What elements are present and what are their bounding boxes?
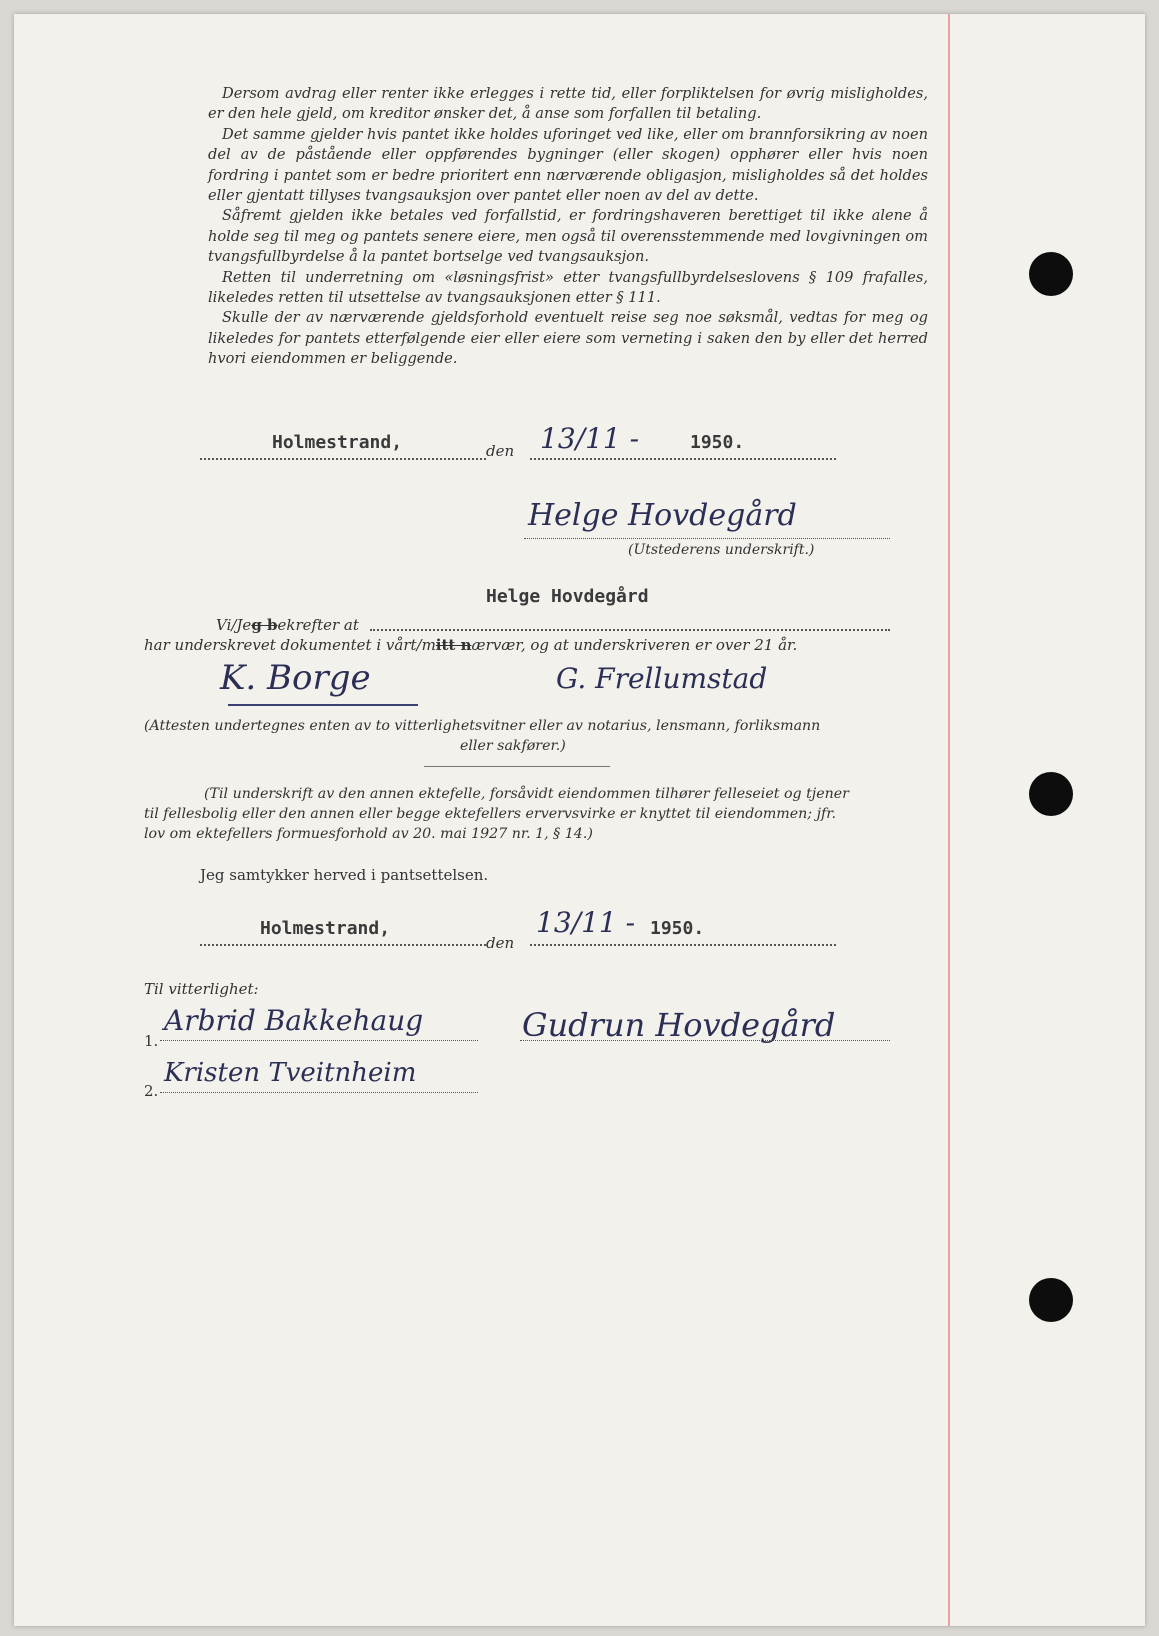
attest-line-1-suffix: ekrefter at bbox=[277, 616, 359, 634]
terms-paragraph: Det samme gjelder hvis pantet ikke holdes uforinget ved like, eller om brannforsikring av noen del av de påstående eller oppførendes bygninger (eller skogen) opphører eller hvis noen fordring i pantet som er bedre prioritert enn nærværende obligasjon, misligholdes så det holdes eller gjentatt tillyses tvangsauksjon over pantet eller noen av del av dette. bbox=[208, 125, 928, 205]
terms-paragraph: Såfremt gjelden ikke betales ved forfallstid, er fordringshaveren berettiget til ikke alene å holde seg til meg og pantets senere eiere, men også til overensstemmende med lovgivningen om tvangsfullbyrdelse å la pantet bortselge ved tvangsauksjon. bbox=[208, 207, 928, 266]
vitne-signature-2: Kristen Tveitnheim bbox=[164, 1058, 417, 1088]
spouse-note-3: lov om ektefellers formuesforhold av 20. mai 1927 nr. 1, § 14.) bbox=[144, 826, 593, 842]
punch-hole bbox=[1029, 252, 1073, 296]
margin-rule bbox=[948, 14, 950, 1626]
witness-number-1: 1. bbox=[144, 1032, 159, 1050]
document-page bbox=[14, 14, 1145, 1626]
spouse-note-2: til fellesbolig eller den annen eller begge ektefellers ervervsvirke er knyttet til eiendommen; jfr. bbox=[144, 806, 836, 822]
place-line bbox=[200, 944, 486, 946]
date-line bbox=[530, 944, 836, 946]
attest-note-2: eller sakfører.) bbox=[460, 738, 566, 754]
den-label: den bbox=[486, 934, 515, 952]
witness-line-1 bbox=[160, 1040, 478, 1041]
spouse-signature: Gudrun Hovdegård bbox=[522, 1006, 836, 1044]
den-label: den bbox=[486, 442, 515, 460]
punch-hole bbox=[1029, 1278, 1073, 1322]
terms-paragraph: Skulle der av nærværende gjeldsforhold eventuelt reise seg noe søksmål, vedtas for meg og likeledes for pantets etterfølgende eier eller eiere som verneting i saken den by eller det herred hvori eiendommen er beliggende. bbox=[208, 309, 928, 368]
attest-line-1-prefix: Vi/Je bbox=[216, 616, 252, 634]
struck-text: g b bbox=[251, 616, 278, 634]
section-divider bbox=[424, 766, 610, 767]
signature-caption: (Utstederens underskrift.) bbox=[628, 542, 815, 558]
witness-label: Til vitterlighet: bbox=[144, 980, 259, 998]
attest-note-1: (Attesten undertegnes enten av to vitterlighetsvitner eller av notarius, lensmann, forliksmann bbox=[144, 718, 821, 734]
vitne-signature-1: Arbrid Bakkehaug bbox=[164, 1004, 424, 1037]
attest-line-2-suffix: ærvær, og at underskriveren er over 21 år. bbox=[471, 636, 798, 654]
signature-line bbox=[524, 538, 890, 539]
date-line bbox=[530, 458, 836, 460]
attest-line-1 bbox=[216, 616, 359, 634]
witness-line-2 bbox=[160, 1092, 478, 1093]
issue-year: 1950. bbox=[690, 432, 745, 453]
consent-statement: Jeg samtykker herved i pantsettelsen. bbox=[200, 866, 489, 884]
terms-paragraph: Dersom avdrag eller renter ikke erlegges i rette tid, eller forpliktelsen for øvrig misligholdes, er den hele gjeld, om kreditor ønsker det, å anse som forfallen til betaling. bbox=[208, 85, 928, 123]
consent-date-handwritten: 13/11 - bbox=[536, 906, 636, 939]
witness-signature-1: K. Borge bbox=[220, 658, 371, 698]
witness-signature-underline bbox=[228, 704, 418, 706]
punch-hole bbox=[1029, 772, 1073, 816]
place-line bbox=[200, 458, 486, 460]
consent-place: Holmestrand, bbox=[260, 918, 391, 939]
terms-paragraph: Retten til underretning om «løsningsfrist» etter tvangsfullbyrdelseslovens § 109 frafalles, likeledes retten til utsettelse av tvangsauksjonen etter § 111. bbox=[208, 268, 928, 307]
attest-line-2-prefix: har underskrevet dokumentet i vårt/m bbox=[144, 636, 436, 654]
attested-name: Helge Hovdegård bbox=[486, 586, 649, 607]
spouse-signature-line bbox=[520, 1040, 890, 1041]
issuer-signature: Helge Hovdegård bbox=[528, 498, 797, 533]
terms-text bbox=[208, 84, 928, 370]
witness-signature-2: G. Frellumstad bbox=[556, 662, 768, 695]
issue-date-handwritten: 13/11 - bbox=[540, 422, 640, 455]
struck-text: itt n bbox=[435, 636, 472, 654]
witness-number-2: 2. bbox=[144, 1082, 159, 1100]
issue-place: Holmestrand, bbox=[272, 432, 403, 453]
consent-year: 1950. bbox=[650, 918, 705, 939]
attest-line-2 bbox=[144, 636, 890, 654]
spouse-note-1: (Til underskrift av den annen ektefelle, forsåvidt eiendommen tilhører felleseiet og tjener bbox=[204, 786, 849, 802]
attested-name-line bbox=[370, 629, 890, 631]
